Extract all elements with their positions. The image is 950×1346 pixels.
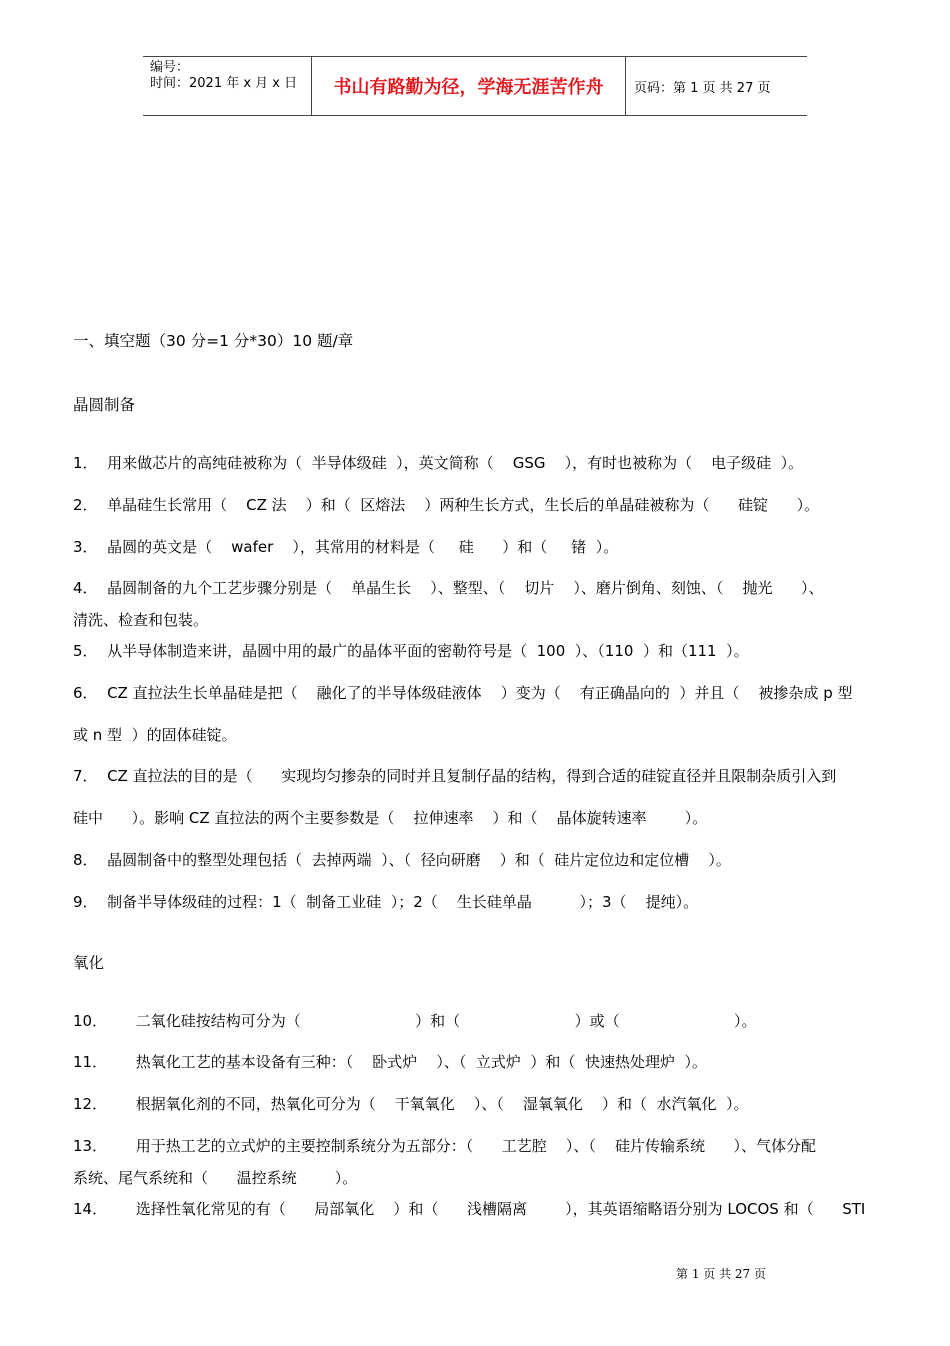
question-line: 7． CZ 直拉法的目的是（ 实现均匀掺杂的同时并且复制仔晶的结构，得到合适的硅锭直径并且限制杂质引入到	[73, 767, 837, 785]
page-label: 页码：第 1 页 共 27 页	[634, 80, 771, 96]
question-line: 12． 根据氧化剂的不同，热氧化可分为（ 干氧氧化 ）、（ 湿氧氧化 ）和（ 水汽氧化 ）。	[73, 1095, 749, 1113]
page-footer: 第 1 页 共 27 页	[676, 1267, 766, 1281]
chapter-heading-oxidation: 氧化	[73, 954, 105, 972]
time-label: 时间：2021 年 x 月 x 日	[150, 76, 298, 91]
question-line: 或 n 型 ）的固体硅锭。	[73, 726, 237, 744]
question-line: 清洗、检查和包装。	[73, 611, 209, 629]
section-title: 一、填空题（30 分=1 分*30）10 题/章	[73, 332, 354, 350]
question-line: 8． 晶圆制备中的整型处理包括（ 去掉两端 ）、（ 径向研磨 ）和（ 硅片定位边和定位槽 ）。	[73, 851, 731, 869]
question-line: 2． 单晶硅生长常用（ CZ 法 ）和（ 区熔法 ）两种生长方式，生长后的单晶硅被称为（ 硅锭 ）。	[73, 496, 820, 514]
question-line: 硅中 ）。影响 CZ 直拉法的两个主要参数是（ 拉伸速率 ）和（ 晶体旋转速率 ）。	[73, 809, 708, 827]
question-line: 10． 二氧化硅按结构可分为（ ）和（ ）或（ ）。	[73, 1012, 757, 1030]
question-line: 11． 热氧化工艺的基本设备有三种：（ 卧式炉 ）、（ 立式炉 ）和（ 快速热处理炉 ）。	[73, 1053, 707, 1071]
motto: 书山有路勤为径，学海无涯苦作舟	[312, 57, 626, 115]
question-line: 14． 选择性氧化常见的有（ 局部氧化 ）和（ 浅槽隔离 ），其英语缩略语分别为 LOCOS 和（ STI	[73, 1200, 866, 1218]
number-label: 编号：	[150, 60, 190, 75]
question-line: 6． CZ 直拉法生长单晶硅是把（ 融化了的半导体级硅液体 ）变为（ 有正确晶向的 ）并且（ 被掺杂成 p 型	[73, 684, 853, 702]
question-line: 13． 用于热工艺的立式炉的主要控制系统分为五部分：（ 工艺腔 ）、（ 硅片传输系统 ）、气体分配	[73, 1137, 817, 1155]
question-line: 5． 从半导体制造来讲，晶圆中用的最广的晶体平面的密勒符号是（ 100 ）、（110 ）和（111 ）。	[73, 642, 749, 660]
question-line: 系统、尾气系统和（ 温控系统 ）。	[73, 1169, 358, 1187]
header-left-cell	[143, 57, 312, 115]
question-line: 1． 用来做芯片的高纯硅被称为（ 半导体级硅 ），英文简称（ GSG ），有时也被称为（ 电子级硅 ）。	[73, 454, 804, 472]
chapter-heading-wafer: 晶圆制备	[73, 396, 136, 414]
question-line: 3． 晶圆的英文是（ wafer ），其常用的材料是（ 硅 ）和（ 锗 ）。	[73, 538, 619, 556]
question-line: 9． 制备半导体级硅的过程：1（ 制备工业硅 ）；2（ 生长硅单晶 ）；3（ 提纯）。	[73, 893, 699, 911]
header-table	[143, 56, 807, 116]
question-line: 4． 晶圆制备的九个工艺步骤分别是（ 单晶生长 ）、整型、（ 切片 ）、磨片倒角、刻蚀、（ 抛光 ）、	[73, 579, 824, 597]
